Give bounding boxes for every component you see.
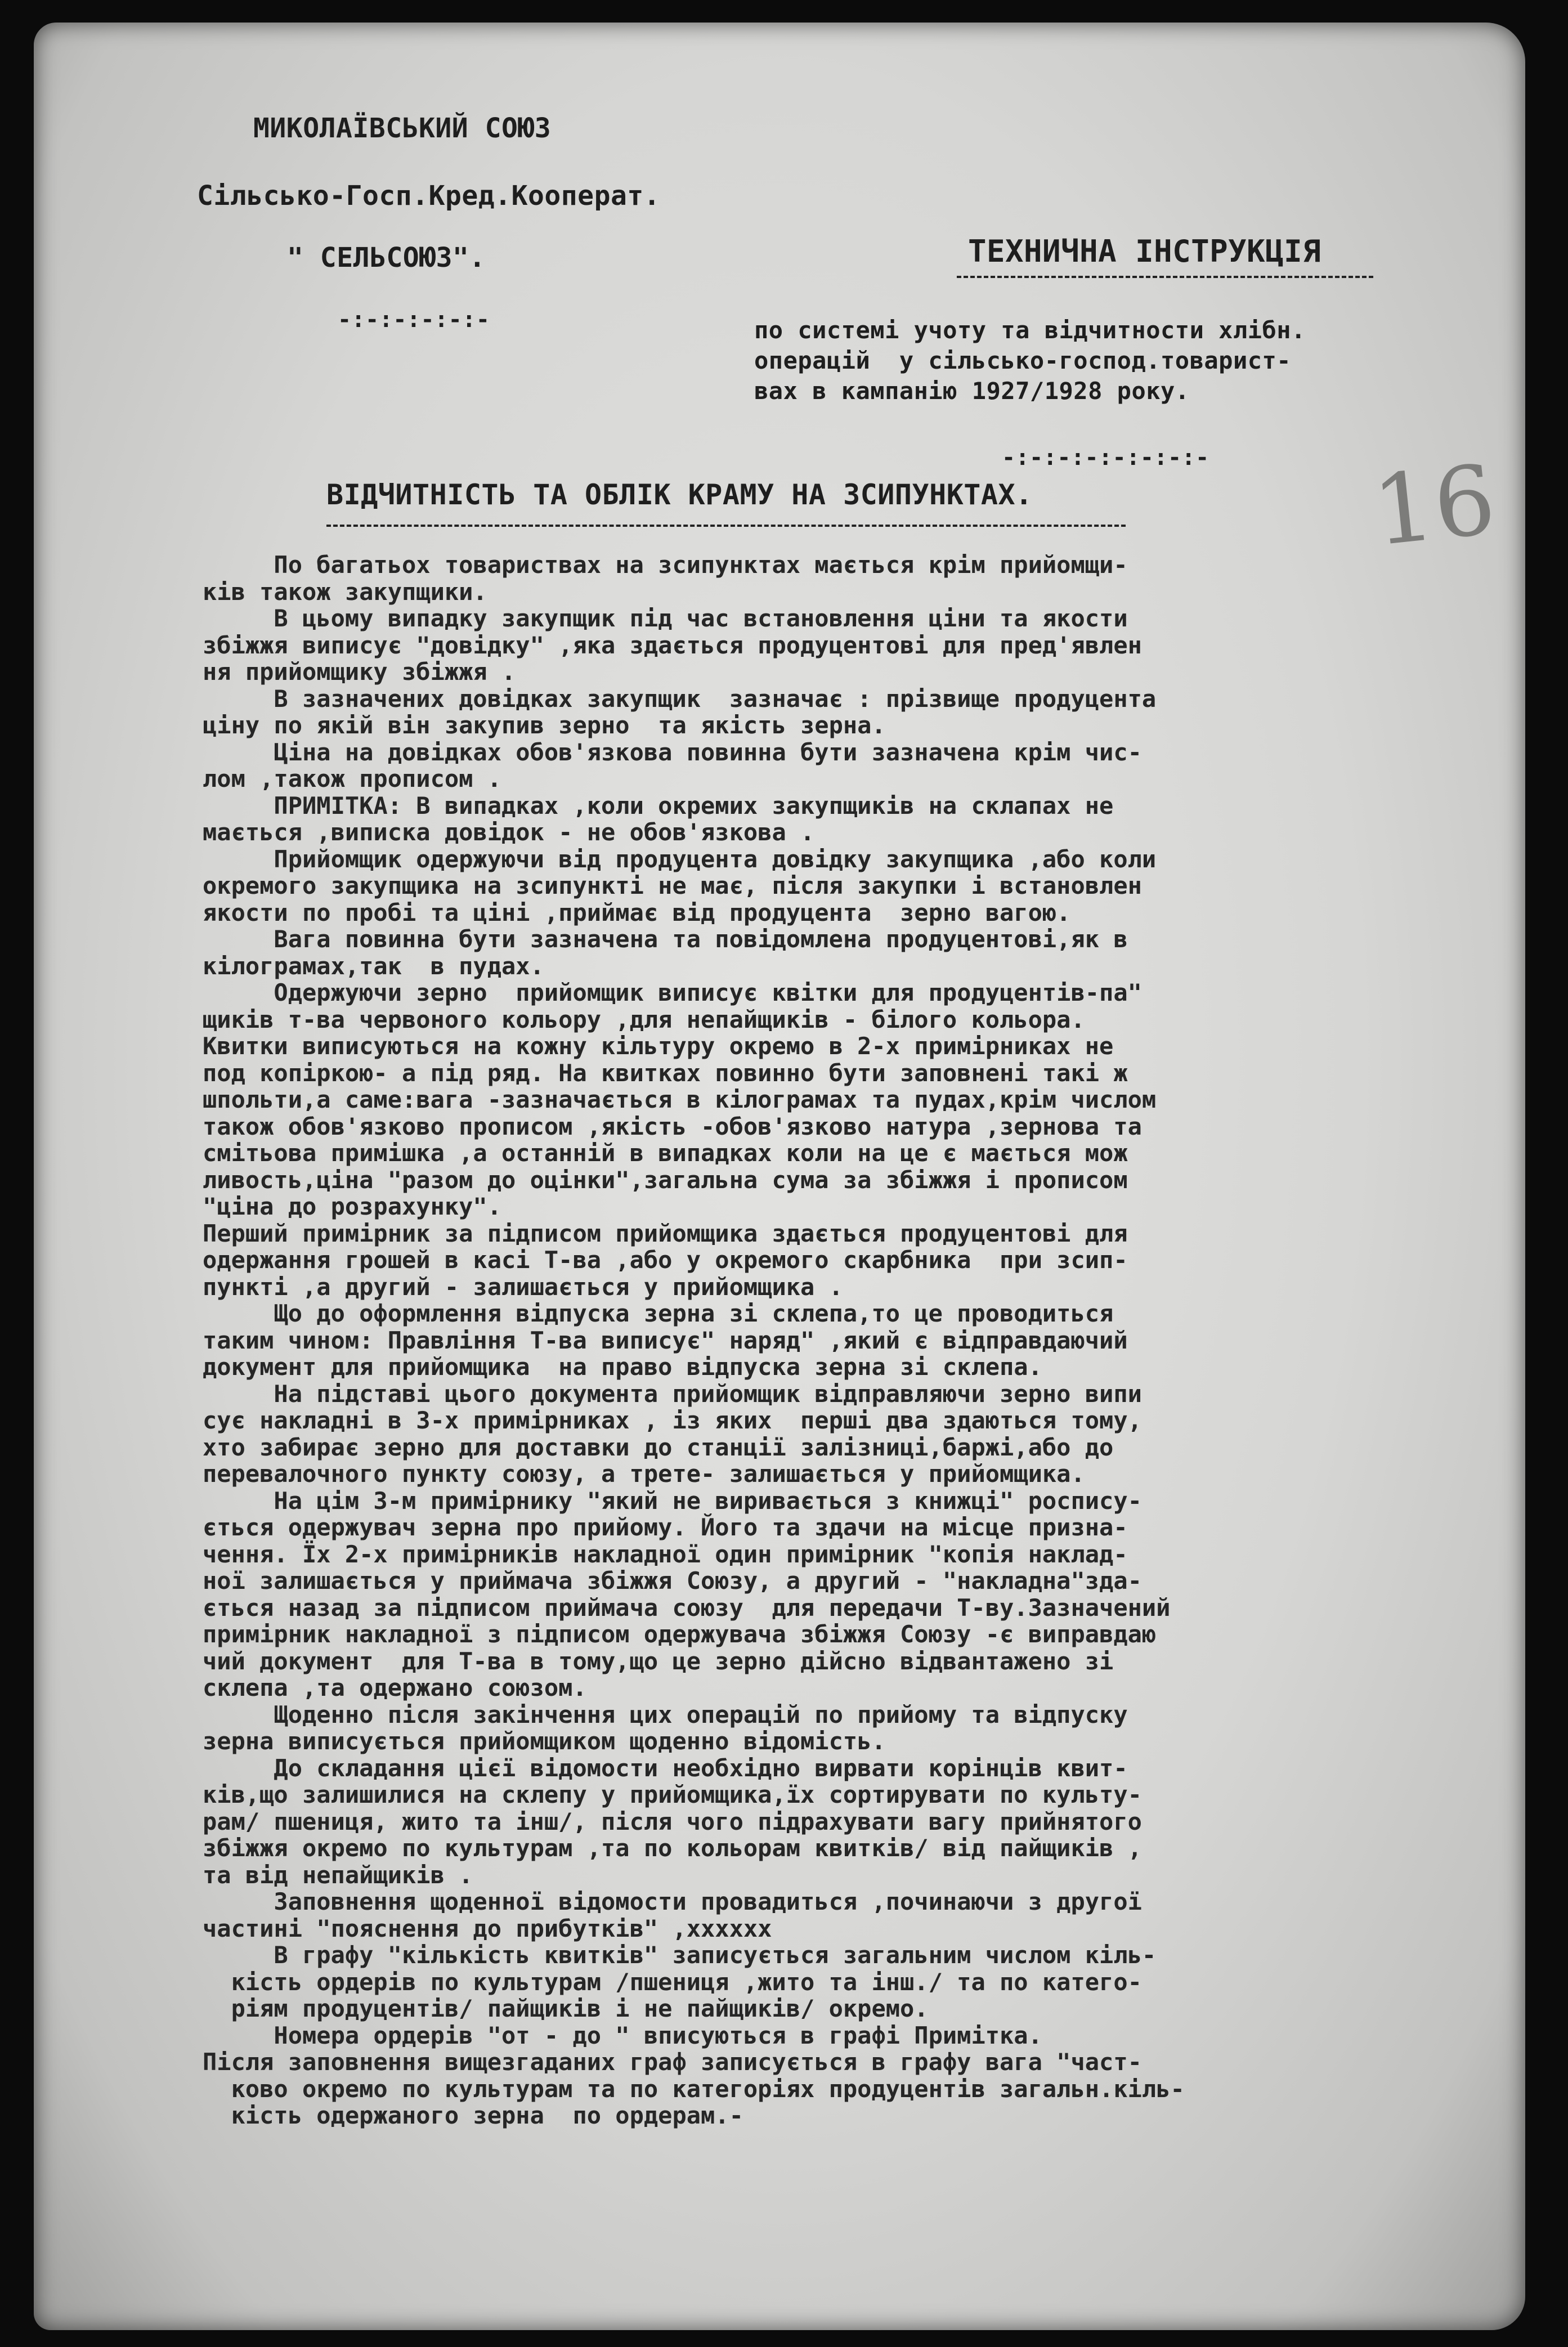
body-line: Перший примірник за підписом прийомщика здається продуцентові для: [203, 1219, 1128, 1247]
body-line: збіжжя виписує "довідку" ,яка здається продуцентові для пред'явлен: [203, 631, 1142, 659]
body-line: примірник накладної з підписом одержувача збіжжя Союзу -є виправдаю: [203, 1620, 1157, 1648]
handwritten-folio-number: 16: [1368, 444, 1501, 568]
body-line: зерна виписується прийомщиком щоденно відомість.: [203, 1727, 886, 1755]
body-line: "ціна до розрахунку".: [203, 1193, 502, 1220]
body-line: ється назад за підписом приймача союзу для передачи Т-ву.Зазначений: [203, 1593, 1171, 1622]
subtitle-line: по системі учоту та відчитности хлібн.: [754, 316, 1306, 344]
body-line: Ціна на довідках обов'язкова повинна бути зазначена крім чис-: [203, 738, 1142, 766]
body-line: под копіркою- а під ряд. На квитках повинно бути заповнені такі ж: [203, 1059, 1128, 1087]
body-line: Вага повинна бути зазначена та повідомлена продуцентові,як в: [203, 925, 1128, 953]
body-line: В зазначених довідках закупщик зазначає : прізвище продуцента: [203, 684, 1157, 713]
body-line: щиків т-ва червоного кольору ,для непайщиків - білого кольора.: [203, 1005, 1085, 1033]
body-line: збіжжя окремо по культурам ,та по кольорам квитків/ від пайщиків ,: [203, 1834, 1142, 1862]
body-line: окремого закупщика на зсипункті не має, після закупки і встановлен: [203, 872, 1142, 899]
document-title: ТЕХНИЧНА ІНСТРУКЦІЯ: [968, 234, 1321, 269]
body-line: В цьому випадку закупщик під час встановлення ціни та якости: [203, 604, 1128, 632]
header-divider-left: -:-:-:-:-:-: [338, 307, 490, 333]
body-line: ня прийомщику збіжжя .: [203, 658, 516, 686]
body-line: ПРИМІТКА: В випадках ,коли окремих закупщиків на склапах не: [203, 791, 1114, 819]
section-underline: [326, 525, 1126, 527]
body-line: лом ,також прописом .: [203, 765, 502, 792]
body-line: Квитки виписуються на кожну кільтуру окремо в 2-х примірниках не: [203, 1032, 1114, 1060]
body-line: мається ,виписка довідок - не обов'язкова .: [203, 818, 815, 846]
body-line: пункті ,а другий - залишається у прийомщика .: [203, 1273, 843, 1301]
body-line: Одержуючи зерно прийомщик виписує квітки для продуцентів-па": [203, 979, 1142, 1006]
body-line: кість ордерів по культурам /пшениця ,жито та інш./ та по катего-: [203, 1968, 1142, 1996]
body-line: склепа ,та одержано союзом.: [203, 1674, 587, 1701]
body-line: Щоденно після закінчення цих операцій по прийому та відпуску: [203, 1700, 1128, 1728]
body-line: частині "пояснення до прибутків" ,хххххх: [203, 1914, 772, 1942]
document-subtitle: [754, 315, 1306, 406]
header-divider-right: -:-:-:-:-:-:-:-: [1002, 445, 1209, 471]
body-line: сує накладні в 3-х примірниках , із яких перші два здаються тому,: [203, 1407, 1142, 1434]
body-line: По багатьох товариствах на зсипунктах мається крім прийомщи-: [203, 551, 1128, 579]
body-line: На цім 3-м примірнику "який не виривається з книжці" роспису-: [203, 1486, 1142, 1515]
body-line: перевалочного пункту союзу, а трете- залишається у прийомщика.: [203, 1460, 1085, 1488]
body-line: чення. Їх 2-х примірників накладної один примірник "копія наклад-: [203, 1540, 1128, 1568]
body-line: шпольти,а саме:вага -зазначається в кілограмах та пудах,крім числом: [203, 1086, 1157, 1113]
body-line: та від непайщиків .: [203, 1861, 473, 1889]
body-line: документ для прийомщика на право відпуска зерна зі склепа.: [203, 1353, 1042, 1381]
body-line: ціну по якій він закупив зерно та якість зерна.: [203, 711, 886, 739]
body-line: ків,що залишилися на склепу у прийомщика,їх сортирувати по культу-: [203, 1781, 1142, 1808]
body-line: ріям продуцентів/ пайщиків і не пайщиків/ окремо.: [203, 1995, 929, 2022]
subtitle-line: вах в кампанію 1927/1928 року.: [754, 377, 1190, 405]
body-line: таким чином: Правління Т-ва виписує" наряд" ,який є відправдаючий: [203, 1326, 1128, 1354]
body-line: В графу "кількість квитків" записується загальним числом кіль-: [203, 1941, 1157, 1969]
body-line: кість одержаного зерна по ордерам.-: [203, 2102, 743, 2129]
document-page: [34, 23, 1525, 2330]
body-line: ної залишається у приймача збіжжя Союзу, а другий - "накладна"зда-: [203, 1567, 1142, 1594]
body-line: ково окремо по культурам та по категоріях продуцентів загальн.кіль-: [203, 2075, 1185, 2103]
org-name-line1: МИКОЛАЇВСЬКИЙ СОЮЗ: [253, 113, 552, 144]
subtitle-line: операцій у сільсько-господ.товарист-: [754, 347, 1292, 374]
body-line: кілограмах,так в пудах.: [203, 952, 544, 980]
body-line: Після заповнення вищезгаданих граф записується в графу вага "част-: [203, 2048, 1142, 2076]
body-line: чий документ для Т-ва в тому,що це зерно дійсно відвантажено зі: [203, 1647, 1114, 1675]
body-text: [203, 552, 1508, 2129]
body-line: Прийомщик одержуючи від продуцента довідку закупщика ,або коли: [203, 845, 1157, 873]
body-line: Номера ордерів "от - до " вписуються в графі Примітка.: [203, 2021, 1042, 2049]
org-name-line3: " СЕЛЬСОЮЗ".: [287, 242, 486, 274]
body-line: ливость,ціна "разом до оцінки",загальна сума за збіжжя і прописом: [203, 1166, 1128, 1194]
body-line: Що до оформлення відпуска зерна зі склепа,то це проводиться: [203, 1300, 1114, 1327]
body-line: ється одержувач зерна про прийому. Його та здачи на місце призна-: [203, 1513, 1128, 1541]
body-line: До складання цієї відомости необхідно вирвати корінців квит-: [203, 1754, 1128, 1782]
body-line: рам/ пшениця, жито та інш/, після чого підрахувати вагу прийнятого: [203, 1807, 1142, 1835]
body-line: також обов'язково прописом ,якість -обов'язково натура ,зернова та: [203, 1112, 1142, 1140]
body-line: На підставі цього документа прийомщик відправляючи зерно випи: [203, 1379, 1142, 1408]
body-line: Заповнення щоденної відомости провадиться ,починаючи з другої: [203, 1888, 1142, 1915]
body-line: ків також закупщики.: [203, 577, 487, 606]
body-line: хто забирає зерно для доставки до станції залізниці,баржі,або до: [203, 1433, 1114, 1461]
title-underline: [957, 276, 1373, 278]
body-line: одержання грошей в касі Т-ва ,або у окремого скарбника при зсип-: [203, 1246, 1128, 1274]
section-title: ВІДЧИТНІСТЬ ТА ОБЛІК КРАМУ НА ЗСИПУНКТАХ.: [326, 478, 1033, 511]
body-line: смітьова примішка ,а останній в випадках коли на це є мається мож: [203, 1139, 1128, 1167]
body-line: якости по пробі та ціні ,приймає від продуцента зерно вагою.: [203, 898, 1071, 926]
org-name-line2: Сільсько-Госп.Кред.Кооперат.: [197, 180, 661, 212]
